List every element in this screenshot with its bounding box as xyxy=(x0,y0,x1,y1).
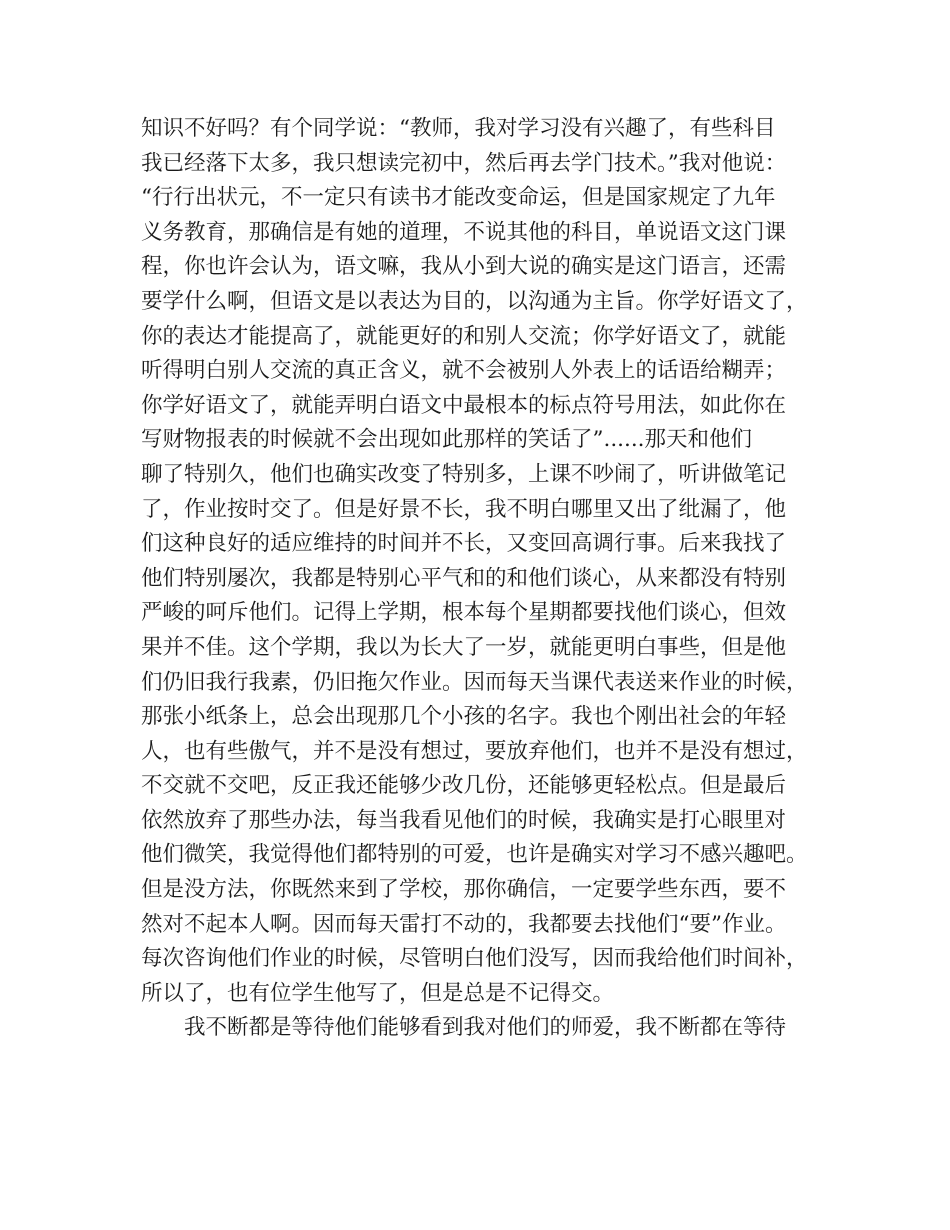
text-line: 依然放弃了那些办法，每当我看见他们的时候，我确实是打心眼里对 xyxy=(141,807,787,833)
text-line: 人，也有些傲气，并不是没有想过，要放弃他们，也并不是没有想过， xyxy=(141,738,808,764)
text-line: 果并不佳。这个学期，我以为长大了一岁，就能更明白事些，但是他 xyxy=(141,634,787,660)
text-line: 们这种良好的适应维持的时间并不长，又变回高调行事。后来我找了 xyxy=(141,531,787,557)
text-line: 然对不起本人啊。因而每天雷打不动的，我都要去找他们“要”作业。 xyxy=(141,911,787,937)
text-line: 你学好语文了，就能弄明白语文中最根本的标点符号用法，如此你在 xyxy=(141,392,787,418)
text-line: 程，你也许会认为，语文嘛，我从小到大说的确实是这门语言，还需 xyxy=(141,254,787,280)
text-line: 写财物报表的时候就不会出现如此那样的笑话了”......那天和他们 xyxy=(141,427,752,453)
text-line: 听得明白别人交流的真正含义，就不会被别人外表上的话语给糊弄； xyxy=(141,358,787,384)
text-line: 所以了，也有位学生他写了，但是总是不记得交。 xyxy=(141,980,615,1006)
text-line: 不交就不交吧，反正我还能够少改几份，还能够更轻松点。但是最后 xyxy=(141,773,787,799)
text-line: 严峻的呵斥他们。记得上学期，根本每个星期都要找他们谈心，但效 xyxy=(141,600,787,626)
text-line: 他们微笑，我觉得他们都特别的可爱，也许是确实对学习不感兴趣吧。 xyxy=(141,842,808,868)
text-line: 们仍旧我行我素，仍旧拖欠作业。因而每天当课代表送来作业的时候， xyxy=(141,669,808,695)
text-line: 你的表达才能提高了，就能更好的和别人交流；你学好语文了，就能 xyxy=(141,323,787,349)
text-line: 但是没方法，你既然来到了学校，那你确信，一定要学些东西，要不 xyxy=(141,877,787,903)
text-line: 义务教育，那确信是有她的道理，不说其他的科目，单说语文这门课 xyxy=(141,219,787,245)
text-line: 那张小纸条上，总会出现那几个小孩的名字。我也个刚出社会的年轻 xyxy=(141,704,787,730)
text-line: “行行出状元，不一定只有读书才能改变命运，但是国家规定了九年 xyxy=(141,185,776,211)
text-line: 我已经落下太多，我只想读完初中，然后再去学门技术。”我对他说： xyxy=(141,150,787,176)
text-line: 每次咨询他们作业的时候，尽管明白他们没写，因而我给他们时间补， xyxy=(141,946,808,972)
text-line: 他们特别屡次，我都是特别心平气和的和他们谈心，从来都没有特别 xyxy=(141,565,787,591)
paragraph-start-line: 我不断都是等待他们能够看到我对他们的师爱，我不断都在等待 xyxy=(184,1015,787,1041)
text-line: 要学什么啊，但语文是以表达为目的，以沟通为主旨。你学好语文了， xyxy=(141,288,808,314)
text-line: 知识不好吗？有个同学说：“教师，我对学习没有兴趣了，有些科目 xyxy=(141,116,776,141)
text-line: 聊了特别久，他们也确实改变了特别多，上课不吵闹了，听讲做笔记 xyxy=(141,461,787,487)
text-line: 了，作业按时交了。但是好景不长，我不明白哪里又出了纰漏了，他 xyxy=(141,496,787,522)
body-text xyxy=(141,112,821,1046)
